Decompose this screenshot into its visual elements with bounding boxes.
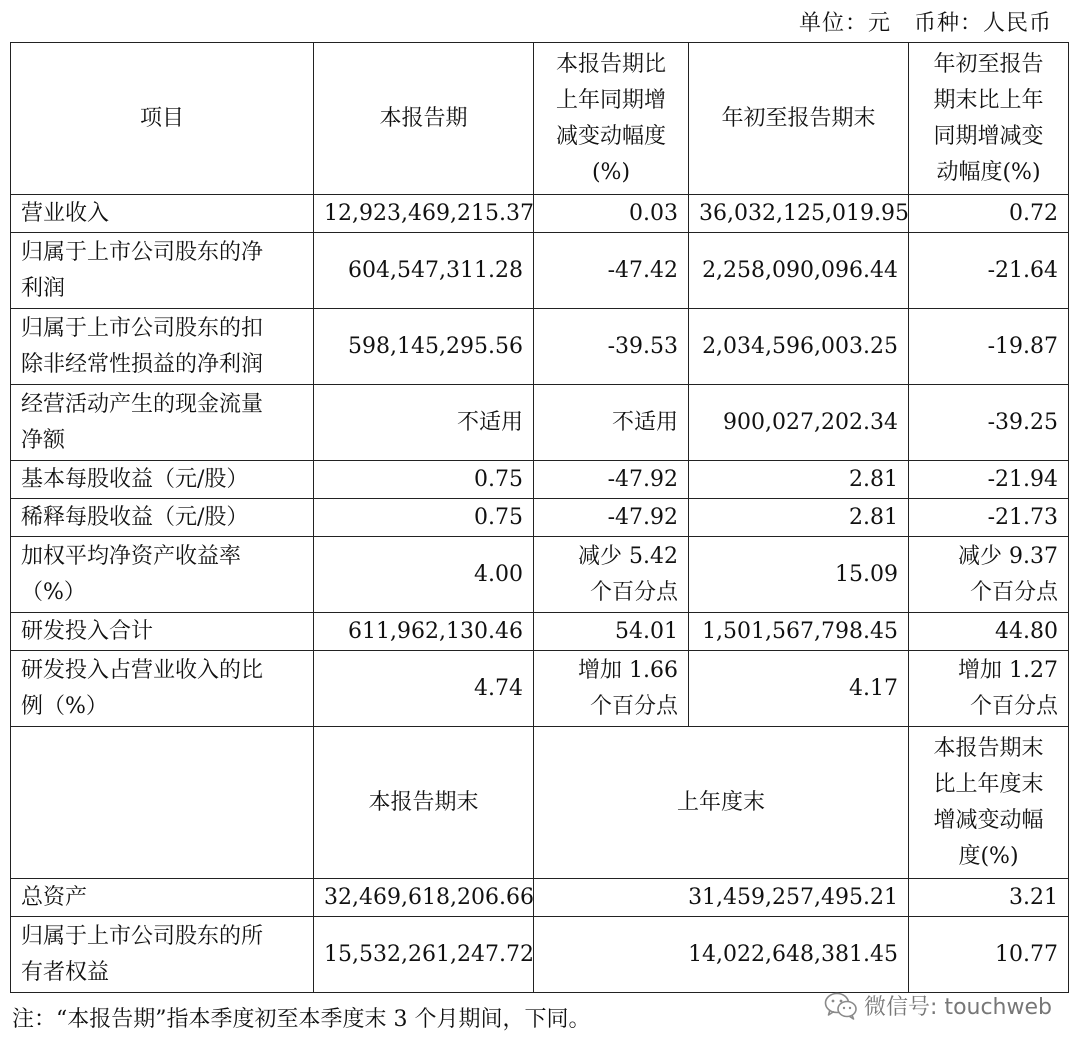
cell-change: 10.77	[909, 917, 1069, 993]
row-label: 总资产	[11, 879, 314, 917]
cell-ytd-yoy: -19.87	[909, 309, 1069, 385]
cell-current-yoy: 0.03	[534, 195, 689, 233]
subheader-last-year-end: 上年度末	[534, 727, 909, 879]
table-row	[11, 499, 1069, 537]
cell-current-yoy: 增加 1.66 个百分点	[534, 651, 689, 727]
row-label: 加权平均净资产收益率 （%）	[11, 537, 314, 613]
header-ytd-yoy: 年初至报告 期末比上年 同期增减变 动幅度(%)	[909, 43, 1069, 195]
table-row	[11, 613, 1069, 651]
header-ytd: 年初至报告期末	[689, 43, 909, 195]
cell-ytd: 15.09	[689, 537, 909, 613]
watermark	[824, 990, 1052, 1021]
cell-ytd-yoy: 减少 9.37 个百分点	[909, 537, 1069, 613]
header-current-yoy: 本报告期比 上年同期增 减变动幅度 (%)	[534, 43, 689, 195]
cell-ytd-yoy: -21.64	[909, 233, 1069, 309]
cell-current-yoy: -39.53	[534, 309, 689, 385]
table-row	[11, 879, 1069, 917]
row-label: 归属于上市公司股东的扣 除非经常性损益的净利润	[11, 309, 314, 385]
subheader-change: 本报告期末 比上年度末 增减变动幅 度(%)	[909, 727, 1069, 879]
cell-ytd-yoy: 44.80	[909, 613, 1069, 651]
cell-ytd-yoy: 0.72	[909, 195, 1069, 233]
cell-ytd: 1,501,567,798.45	[689, 613, 909, 651]
cell-current: 0.75	[314, 461, 534, 499]
row-label: 基本每股收益（元/股）	[11, 461, 314, 499]
table-subheader-row	[11, 727, 1069, 879]
cell-current-yoy: -47.92	[534, 461, 689, 499]
unit-currency-line: 单位：元 币种：人民币	[798, 11, 1052, 36]
cell-current-yoy: 减少 5.42 个百分点	[534, 537, 689, 613]
cell-period-end: 15,532,261,247.72	[314, 917, 534, 993]
cell-ytd: 36,032,125,019.95	[689, 195, 909, 233]
cell-period-end: 32,469,618,206.66	[314, 879, 534, 917]
cell-ytd-yoy: -21.94	[909, 461, 1069, 499]
cell-current: 4.00	[314, 537, 534, 613]
cell-ytd: 900,027,202.34	[689, 385, 909, 461]
cell-ytd: 4.17	[689, 651, 909, 727]
wechat-icon	[824, 991, 858, 1021]
cell-current: 611,962,130.46	[314, 613, 534, 651]
cell-ytd-yoy: -21.73	[909, 499, 1069, 537]
cell-current-yoy: 不适用	[534, 385, 689, 461]
header-item: 项目	[11, 43, 314, 195]
watermark-text: 微信号: touchweb	[864, 995, 1052, 1020]
table-row	[11, 195, 1069, 233]
row-label: 研发投入合计	[11, 613, 314, 651]
cell-current: 不适用	[314, 385, 534, 461]
cell-ytd: 2.81	[689, 499, 909, 537]
table-row	[11, 537, 1069, 613]
cell-last-year-end: 14,022,648,381.45	[534, 917, 909, 993]
row-label: 稀释每股收益（元/股）	[11, 499, 314, 537]
row-label: 研发投入占营业收入的比 例（%）	[11, 651, 314, 727]
cell-ytd-yoy: -39.25	[909, 385, 1069, 461]
cell-ytd: 2.81	[689, 461, 909, 499]
table-row	[11, 233, 1069, 309]
table-row	[11, 385, 1069, 461]
cell-current-yoy: 54.01	[534, 613, 689, 651]
cell-last-year-end: 31,459,257,495.21	[534, 879, 909, 917]
cell-current: 12,923,469,215.37	[314, 195, 534, 233]
cell-current: 0.75	[314, 499, 534, 537]
table-row	[11, 651, 1069, 727]
cell-current: 4.74	[314, 651, 534, 727]
table-row	[11, 309, 1069, 385]
cell-current: 604,547,311.28	[314, 233, 534, 309]
row-label: 归属于上市公司股东的所 有者权益	[11, 917, 314, 993]
footnote: 注：“本报告期”指本季度初至本季度末 3 个月期间，下同。	[12, 1007, 591, 1032]
subheader-empty	[11, 727, 314, 879]
header-current-period: 本报告期	[314, 43, 534, 195]
row-label: 营业收入	[11, 195, 314, 233]
row-label: 归属于上市公司股东的净 利润	[11, 233, 314, 309]
cell-current: 598,145,295.56	[314, 309, 534, 385]
table-header-row	[11, 43, 1069, 195]
row-label: 经营活动产生的现金流量 净额	[11, 385, 314, 461]
cell-ytd-yoy: 增加 1.27 个百分点	[909, 651, 1069, 727]
table-row	[11, 917, 1069, 993]
cell-ytd: 2,034,596,003.25	[689, 309, 909, 385]
financial-table	[10, 42, 1069, 993]
cell-change: 3.21	[909, 879, 1069, 917]
subheader-period-end: 本报告期末	[314, 727, 534, 879]
cell-current-yoy: -47.92	[534, 499, 689, 537]
cell-current-yoy: -47.42	[534, 233, 689, 309]
cell-ytd: 2,258,090,096.44	[689, 233, 909, 309]
table-row	[11, 461, 1069, 499]
